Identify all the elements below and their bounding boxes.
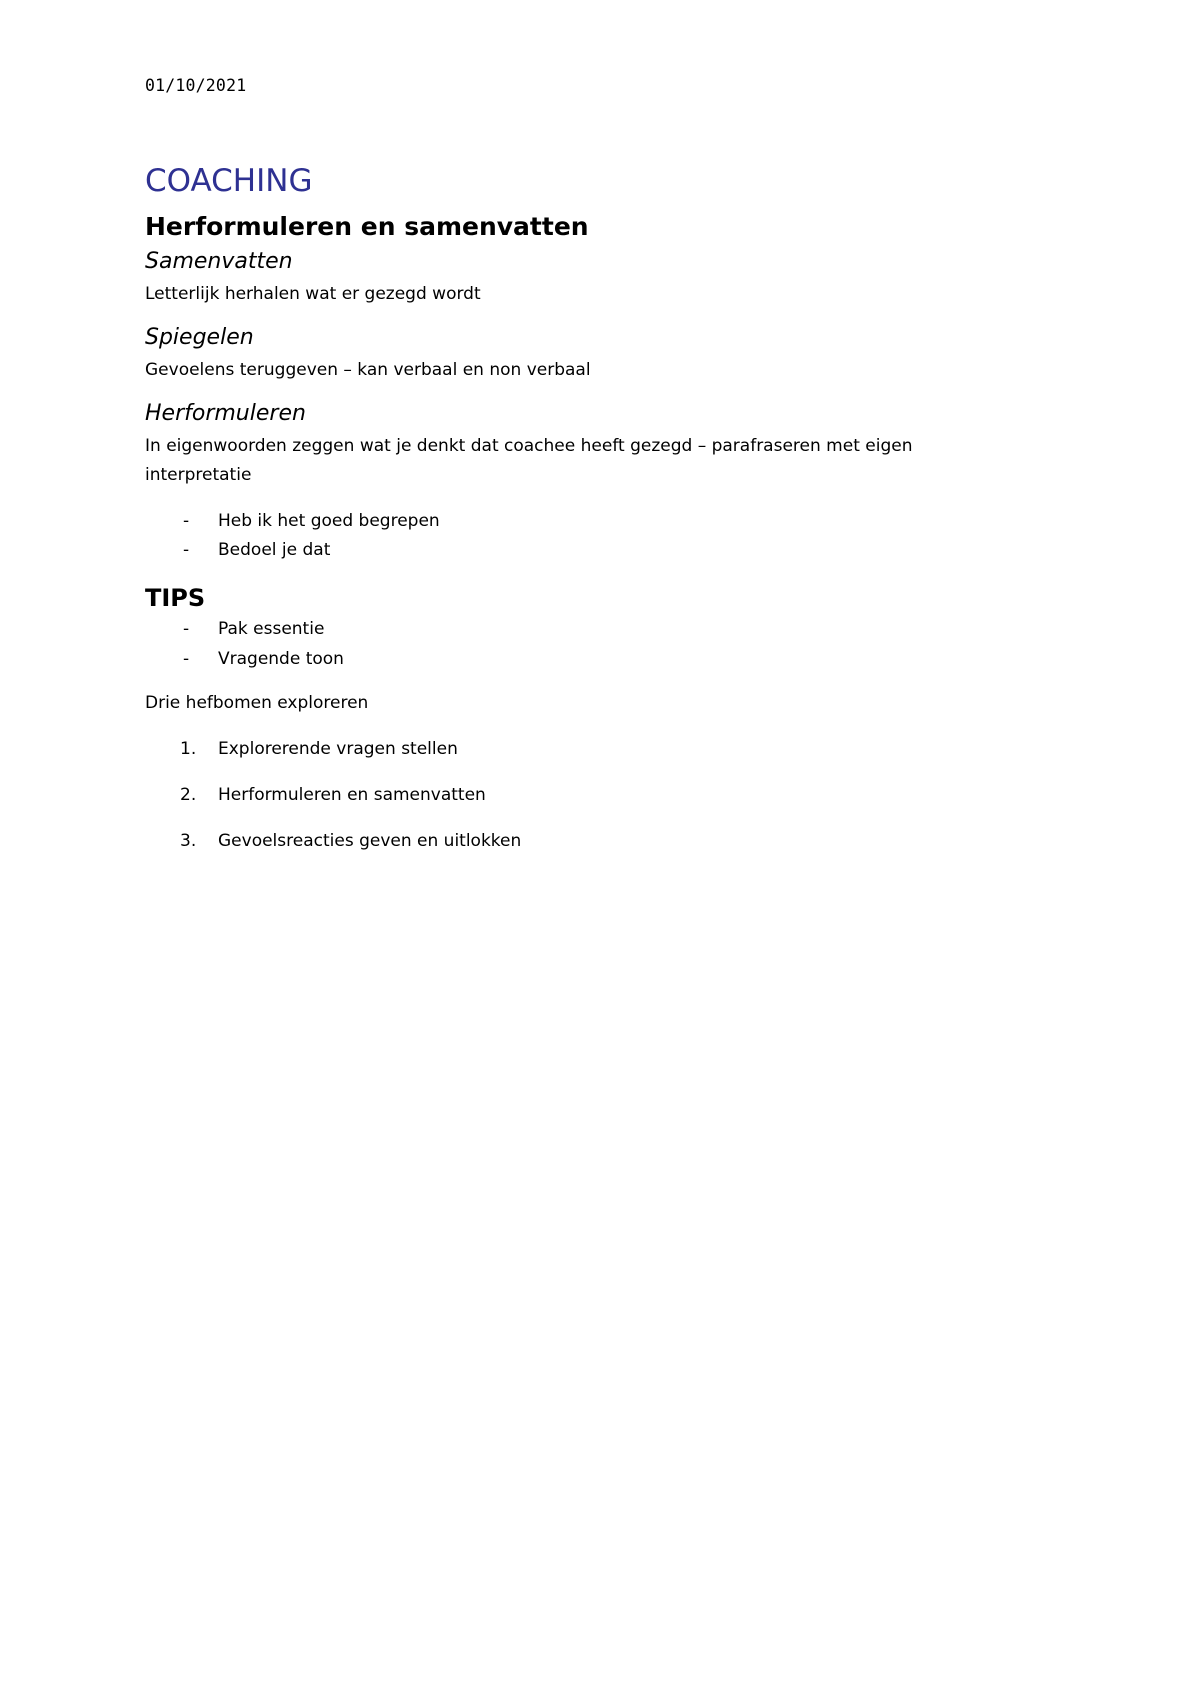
numbered-item-text: Gevoelsreacties geven en uitlokken — [218, 831, 522, 851]
paragraph-levers-intro: Drie hefbomen exploreren — [145, 693, 369, 713]
number-marker: 3. — [180, 831, 197, 851]
dash-marker: - — [183, 511, 190, 531]
document-date: 01/10/2021 — [145, 76, 247, 95]
paragraph-samenvatten: Letterlijk herhalen wat er gezegd wordt — [145, 284, 481, 304]
paragraph-spiegelen: Gevoelens teruggeven – kan verbaal en non verbaal — [145, 360, 591, 380]
list-item-text: Pak essentie — [218, 619, 325, 639]
paragraph-herformuleren-line1: In eigenwoorden zeggen wat je denkt dat coachee heeft gezegd – parafraseren met eigen — [145, 436, 913, 456]
dash-marker: - — [183, 540, 190, 560]
tips-heading: TIPS — [145, 584, 206, 612]
main-heading: Herformuleren en samenvatten — [145, 212, 589, 241]
number-marker: 1. — [180, 739, 197, 759]
list-item-text: Heb ik het goed begrepen — [218, 511, 440, 531]
list-item-text: Bedoel je dat — [218, 540, 331, 560]
dash-marker: - — [183, 619, 190, 639]
subheading-spiegelen: Spiegelen — [145, 325, 254, 350]
paragraph-herformuleren-line2: interpretatie — [145, 465, 252, 485]
list-item-text: Vragende toon — [218, 649, 344, 669]
subheading-herformuleren: Herformuleren — [145, 401, 306, 426]
subheading-samenvatten: Samenvatten — [145, 249, 293, 274]
number-marker: 2. — [180, 785, 197, 805]
numbered-item-text: Explorerende vragen stellen — [218, 739, 458, 759]
dash-marker: - — [183, 649, 190, 669]
numbered-item-text: Herformuleren en samenvatten — [218, 785, 486, 805]
document-title: COACHING — [145, 163, 313, 199]
